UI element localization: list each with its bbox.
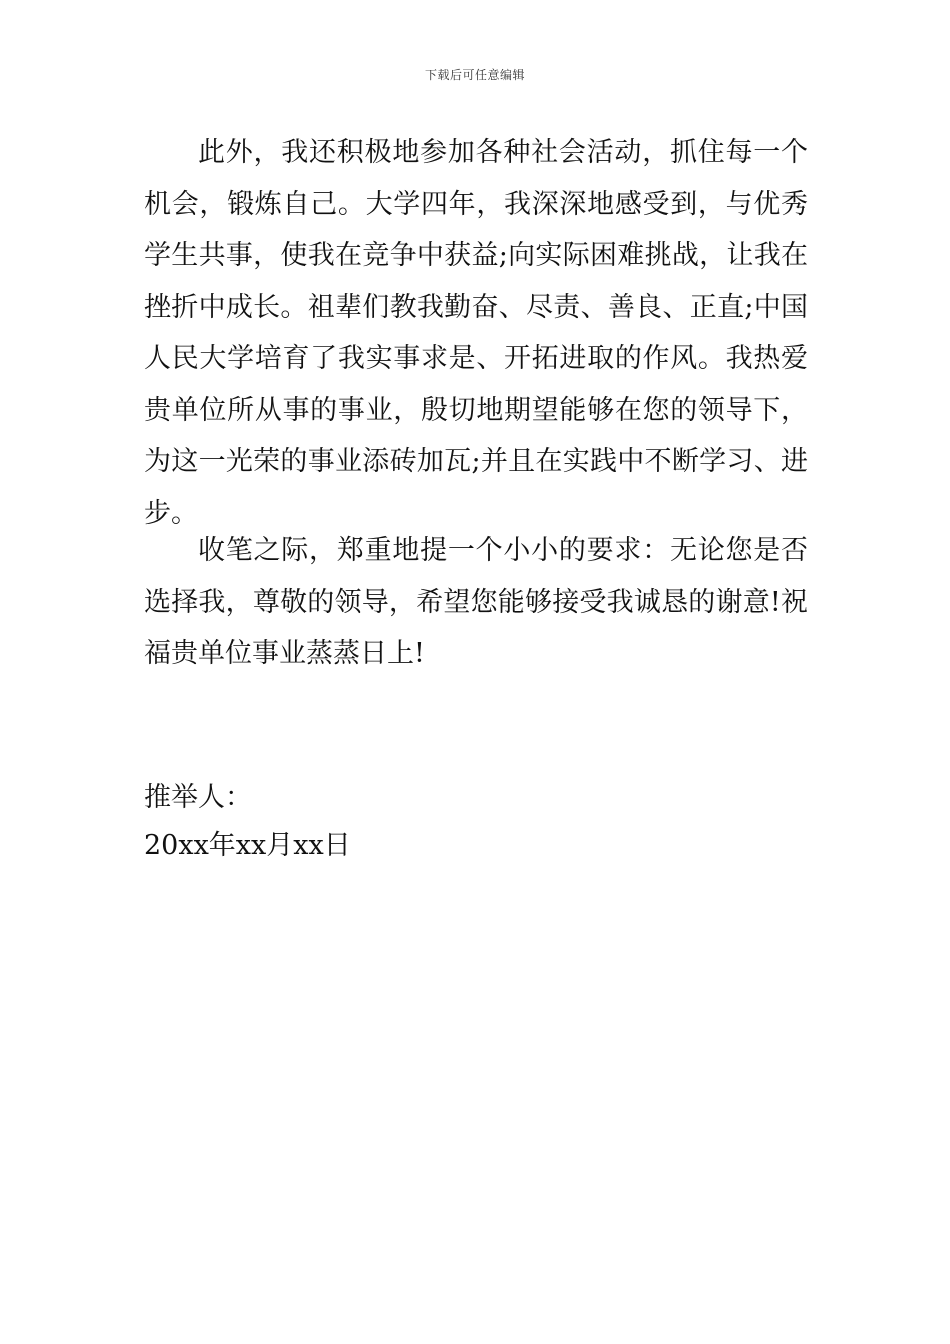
page-header-note: 下载后可任意编辑 (424, 68, 525, 82)
signer-label: 推举人： (144, 782, 252, 813)
paragraph-activities: 此外，我还积极地参加各种社会活动，抓住每一个机会，锻炼自己。大学四年，我深深地感受到，与优秀学生共事，使我在竞争中获益;向实际困难挑战，让我在挫折中成长。祖辈们教我勤奋、尽责、善良、正直;中国人民大学培育了我实事求是、开拓进取的作风。我热爱贵单位所从事的事业，殷切地期望能够在您的领导下，为这一光荣的事业添砖加瓦;并且在实践中不断学习、进步。 (144, 137, 808, 529)
letter-date: 20xx年xx月xx日 (144, 830, 351, 861)
paragraph-closing: 收笔之际，郑重地提一个小小的要求：无论您是否选择我，尊敬的领导，希望您能够接受我诚恳的谢意!祝福贵单位事业蒸蒸日上! (144, 535, 808, 669)
